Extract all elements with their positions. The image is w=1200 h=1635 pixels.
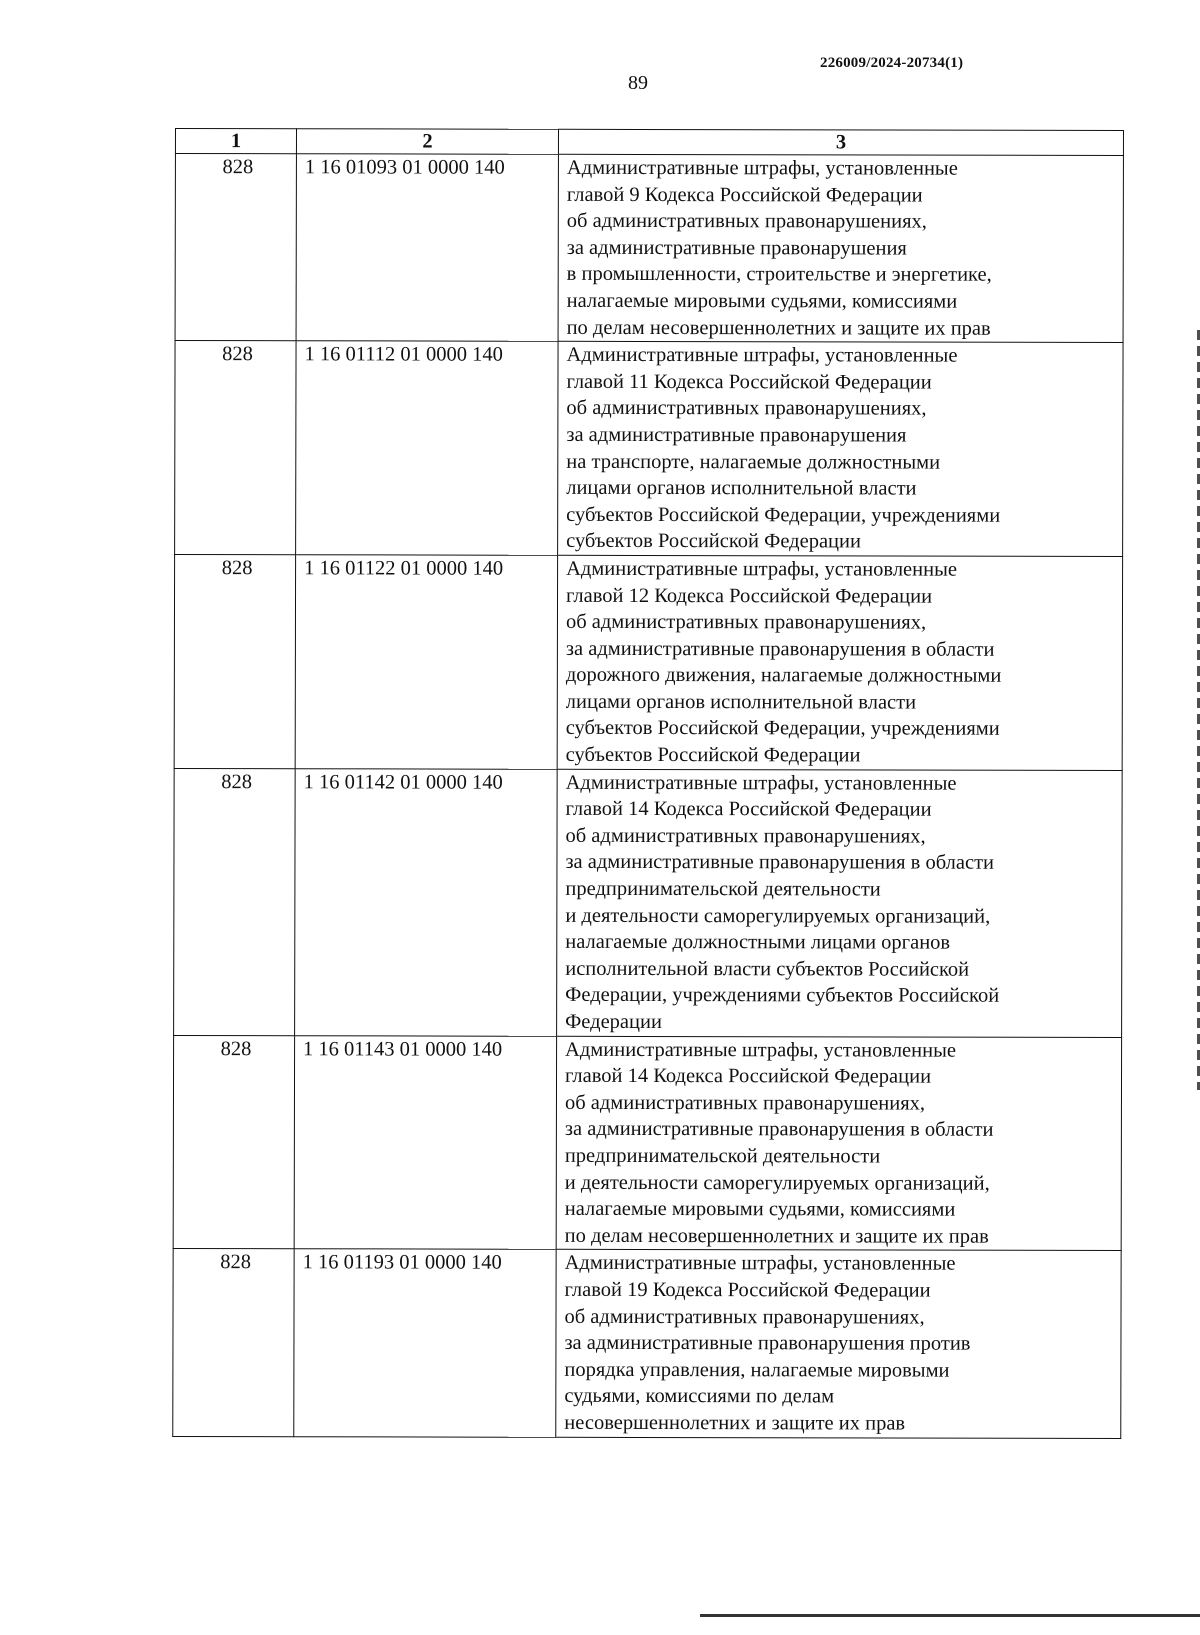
description-line: Административные штрафы, установленные xyxy=(564,1252,956,1275)
description-line: Административные штрафы, установленные xyxy=(565,771,957,795)
description-line: субъектов Российской Федерации xyxy=(565,743,861,767)
income-description-cell xyxy=(558,341,1123,556)
description-line: об административных правонарушениях, xyxy=(565,824,926,848)
table-row xyxy=(174,554,1122,770)
table-row xyxy=(175,154,1123,343)
description-line: и деятельности саморегулируемых организаций, xyxy=(565,904,991,928)
description-line: налагаемые мировыми судьями, комиссиями xyxy=(564,1197,956,1221)
description-line: за административные правонарушения xyxy=(566,236,907,260)
budget-classification-code-cell: 1 16 01142 01 0000 140 xyxy=(295,768,558,1035)
description-line: за административные правонарушения в области xyxy=(564,1118,994,1142)
description-line: об административных правонарушениях, xyxy=(565,610,927,634)
description-line: субъектов Российской Федерации, учреждениями xyxy=(565,717,1000,741)
admin-code-cell: 828 xyxy=(175,154,296,341)
table-row xyxy=(174,768,1123,1037)
description-line: за административные правонарушения xyxy=(566,423,907,447)
description-line: судьями, комиссиями по делам xyxy=(564,1385,835,1408)
income-description-cell xyxy=(557,769,1123,1037)
table-row xyxy=(175,341,1123,557)
budget-classification-code-cell: 1 16 01193 01 0000 140 xyxy=(294,1249,556,1437)
description-line: исполнительной власти субъектов Российской xyxy=(565,957,970,981)
scan-bottom-artifact xyxy=(700,1614,1200,1617)
description-line: Федерации, учреждениями субъектов Российской xyxy=(565,984,1000,1008)
description-line: лицами органов исполнительной власти xyxy=(565,690,917,714)
description-line: Административные штрафы, установленные xyxy=(565,1038,956,1062)
budget-classification-code-cell: 1 16 01122 01 0000 140 xyxy=(295,555,557,769)
description-line: в промышленности, строительстве и энергетике, xyxy=(566,263,992,287)
description-line: по делам несовершеннолетних и защите их прав xyxy=(566,316,991,340)
description-line: главой 19 Кодекса Российской Федерации xyxy=(564,1278,931,1302)
description-line: субъектов Российской Федерации xyxy=(566,530,861,553)
description-line: и деятельности саморегулируемых организаций, xyxy=(564,1171,990,1195)
admin-code-cell: 828 xyxy=(174,768,296,1035)
budget-classification-code-cell: 1 16 01112 01 0000 140 xyxy=(296,341,558,555)
table-body xyxy=(173,154,1124,1438)
admin-code-cell: 828 xyxy=(175,341,296,555)
income-description-cell xyxy=(557,555,1122,770)
description-line: субъектов Российской Федерации, учреждениями xyxy=(566,503,1001,527)
admin-code-cell: 828 xyxy=(173,1249,294,1436)
description-line: главой 12 Кодекса Российской Федерации xyxy=(565,584,933,608)
table-header-row xyxy=(175,129,1123,156)
description-line: об административных правонарушениях, xyxy=(566,397,927,420)
budget-classification-code-cell: 1 16 01143 01 0000 140 xyxy=(294,1035,556,1249)
description-line: за административные правонарушения в области xyxy=(565,851,995,875)
description-line: лицами органов исполнительной власти xyxy=(566,476,917,500)
description-line: за административные правонарушения против xyxy=(564,1331,971,1355)
description-line: Административные штрафы, установленные xyxy=(566,343,958,367)
description-line: Федерации xyxy=(565,1010,662,1034)
description-line: дорожного движения, налагаемые должностными xyxy=(565,664,1002,688)
description-line: на транспорте, налагаемые должностными xyxy=(566,450,941,474)
description-line: главой 14 Кодекса Российской Федерации xyxy=(565,798,932,821)
description-line: главой 9 Кодекса Российской Федерации xyxy=(566,183,923,207)
budget-codes-table xyxy=(172,128,1124,1438)
description-line: порядка управления, налагаемые мировыми xyxy=(564,1358,950,1382)
admin-code-cell: 828 xyxy=(174,554,295,768)
description-line: об административных правонарушениях, xyxy=(566,210,927,233)
table-row xyxy=(173,1035,1121,1251)
description-line: предпринимательской деятельности xyxy=(565,877,881,901)
table-row xyxy=(173,1249,1121,1438)
description-line: об административных правонарушениях, xyxy=(564,1091,926,1115)
description-line: по делам несовершеннолетних и защите их прав xyxy=(564,1224,989,1248)
description-line: Административные штрафы, установленные xyxy=(566,557,958,581)
description-line: за административные правонарушения в области xyxy=(565,637,995,661)
income-description-cell xyxy=(556,1036,1121,1251)
budget-classification-code-cell: 1 16 01093 01 0000 140 xyxy=(296,154,558,342)
description-line: предпринимательской деятельности xyxy=(564,1144,881,1168)
column-header-2: 2 xyxy=(296,129,558,155)
column-header-3: 3 xyxy=(558,129,1123,155)
description-line: об административных правонарушениях, xyxy=(564,1305,925,1329)
page-number: 89 xyxy=(628,72,648,94)
column-header-1: 1 xyxy=(175,129,296,154)
admin-code-cell: 828 xyxy=(173,1035,294,1249)
description-line: Административные штрафы, установленные xyxy=(566,156,958,180)
income-description-cell xyxy=(558,154,1123,342)
description-line: налагаемые должностными лицами органов xyxy=(565,931,951,954)
document-registration-number: 226009/2024-20734(1) xyxy=(820,55,964,71)
description-line: главой 14 Кодекса Российской Федерации xyxy=(564,1065,932,1088)
description-line: налагаемые мировыми судьями, комиссиями xyxy=(566,289,958,313)
description-line: несовершеннолетних и защите их прав xyxy=(564,1411,906,1435)
income-description-cell xyxy=(556,1250,1121,1438)
description-line: главой 11 Кодекса Российской Федерации xyxy=(566,370,932,394)
